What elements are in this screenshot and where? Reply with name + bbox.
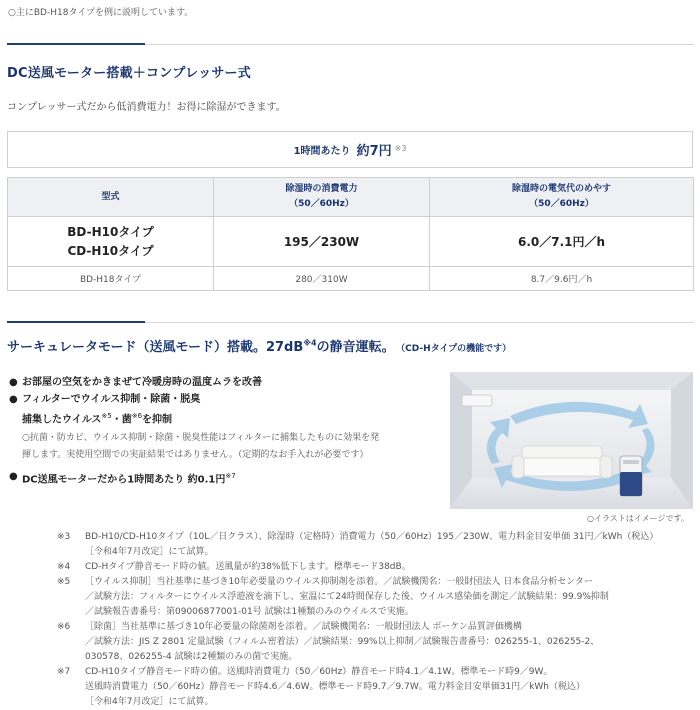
main-row-model-line2: CD-H10タイプ [67, 243, 154, 258]
feature-2-text-b: ・菌 [111, 414, 132, 426]
sub-row-model: BD-H18タイプ [8, 267, 214, 291]
feature-2-line2 [7, 408, 447, 428]
section2-title-part1: サーキュレータモード（送風モード）搭載。27dB [7, 340, 304, 355]
feature-note-line2: 揮します。実使用空間での実証結果ではありません。（定期的なお手入れが必要です） [22, 450, 369, 461]
footnote-4 [57, 560, 697, 575]
list-item [7, 468, 447, 488]
feature-2-line1: フィルターでウイルス抑制・除菌・脱臭 [22, 394, 201, 405]
footnote-7 [57, 665, 697, 710]
footnote-7-mark: ※7 [57, 667, 71, 677]
hourly-cost-prefix: 1時間あたり [293, 146, 351, 157]
footnote-6 [57, 620, 697, 665]
spec-table-header-row [8, 178, 694, 217]
section2-divider-accent [7, 321, 145, 323]
top-note: ○主にBD-H18タイプを例に説明しています。 [8, 8, 194, 18]
footnote-4-line1: CD-Hタイプ静音モード時の値。送風量が約38%低下します。標準モード38dB。 [85, 562, 411, 572]
room-airflow-illustration [450, 372, 693, 509]
sub-row-cost: 8.7／9.6円／h [430, 267, 694, 291]
section2-title-part2: の静音運転。 [316, 340, 395, 355]
footnote-3-line2: ［令和4年7月改定］にて試算。 [85, 547, 214, 557]
hourly-cost-footnote-ref: ※3 [394, 144, 407, 153]
hourly-cost-box [7, 131, 693, 168]
main-row-power: 195／230W [214, 217, 430, 267]
header-cost-line1: 除湿時の電気代のめやす [511, 184, 611, 194]
feature-2-text-c: を抑制 [142, 414, 173, 426]
dehumidifier-icon [620, 456, 642, 496]
feature-3-sup: ※7 [225, 472, 236, 481]
list-item [7, 374, 447, 391]
header-power [214, 178, 430, 217]
header-model-label: 型式 [101, 191, 120, 202]
feature-2-sup1: ※5 [101, 412, 112, 420]
sub-row-power: 280／310W [214, 267, 430, 291]
feature-2-text-a: 捕集したウイルス [22, 414, 102, 426]
footnote-7-line1: CD-H10タイプ静音モード時の値。送風時消費電力（50／60Hz）静音モード時4.1／4.1W。標準モード時9／9W。 [85, 667, 553, 677]
header-cost [430, 178, 694, 217]
header-cost-line2: （50／60Hz） [529, 199, 594, 209]
footnote-5-line1: ［ウイルス抑制］当社基準に基づき10年必要量のウイルス抑制剤を添着。／試験機関名：一般財団法人 日本食品分析センター [85, 577, 593, 587]
section1-title: DC送風モーター搭載＋コンプレッサー式 [7, 66, 251, 81]
table-row [8, 267, 694, 291]
footnote-3 [57, 530, 697, 560]
feature-3-text: DC送風モーターだから1時間あたり 約0.1円 [22, 474, 226, 486]
footnote-5-mark: ※5 [57, 577, 71, 587]
footnote-5-line2: ／試験方法：フィルターにウイルス浮遊液を滴下し、室温にて24時間保存した後、ウイルス感染価を測定／試験結果：99.9%抑制 [85, 592, 609, 602]
bullet-icon: ● [9, 471, 18, 483]
bullet-icon: ● [9, 394, 18, 405]
header-power-line1: 除湿時の消費電力 [285, 184, 358, 194]
header-power-line2: （50／60Hz） [289, 199, 354, 209]
main-row-cost: 6.0／7.1円／h [430, 217, 694, 267]
footnote-6-line3: 030578、026255-4 試験は2種類のみの菌で実施。 [85, 652, 298, 662]
footnote-5 [57, 575, 697, 620]
footnote-7-line3: ［令和4年7月改定］にて試算。 [85, 697, 214, 707]
main-row-model-line1: BD-H10タイプ [67, 224, 154, 239]
footnote-4-mark: ※4 [57, 562, 71, 572]
feature-1-text: お部屋の空気をかきまぜて冷暖房時の温度ムラを改善 [22, 377, 262, 388]
footnote-6-line1: ［除菌］当社基準に基づき10年必要量の除菌剤を添着。／試験機関名：一般財団法人 ボーケン品質評価機構 [85, 622, 522, 632]
footnote-7-line2: 送風時消費電力（50／60Hz）静音モード時4.6／4.6W。標準モード時9.7／9.7W。電力料金目安単価31円／kWh（税込） [85, 682, 585, 692]
table-row [8, 217, 694, 267]
illustration-note: ○イラストはイメージです。 [587, 514, 689, 523]
header-model [8, 178, 214, 217]
feature-note-line1: ○抗菌・防カビ、ウイルス抑制・除菌・脱臭性能はフィルターに捕集したものに効果を発 [22, 433, 380, 444]
list-item [7, 391, 447, 408]
footnote-3-line1: BD-H10/CD-H10タイプ（10L／日クラス）、除湿時（定格時）消費電力（50／60Hz）195／230W、電力料金目安単価 31円／kWh（税込） [85, 532, 659, 542]
bullet-icon: ● [9, 377, 18, 388]
feature-2-sup2: ※6 [131, 412, 143, 420]
footnote-3-mark: ※3 [57, 532, 71, 542]
section1-divider-accent [7, 43, 145, 45]
main-row-model [8, 217, 214, 267]
hourly-cost-value: 約7円 [356, 144, 392, 159]
section2-tag: （CD-Hタイプの機能です） [400, 344, 512, 354]
footnote-6-mark: ※6 [57, 622, 71, 632]
air-conditioner-icon [462, 395, 492, 406]
feature-list [7, 374, 447, 489]
footnote-6-line2: ／試験方法：JIS Z 2801 定量試験（フィルム密着法）／試験結果：99%以上抑制／試験報告書番号：026255-1、026255-2、 [85, 637, 600, 647]
section2-title [7, 336, 511, 355]
section1-description: コンプレッサー式だから低消費電力！お得に除湿ができます。 [7, 102, 286, 113]
footnotes [57, 530, 697, 710]
sofa-icon [512, 446, 612, 478]
footnote-5-line3: ／試験報告書番号：第09006877001-01号 試験は1種類のみのウイルスで実施。 [85, 607, 414, 617]
section2-title-sup: ※4 [303, 338, 317, 348]
spec-table [7, 177, 694, 291]
